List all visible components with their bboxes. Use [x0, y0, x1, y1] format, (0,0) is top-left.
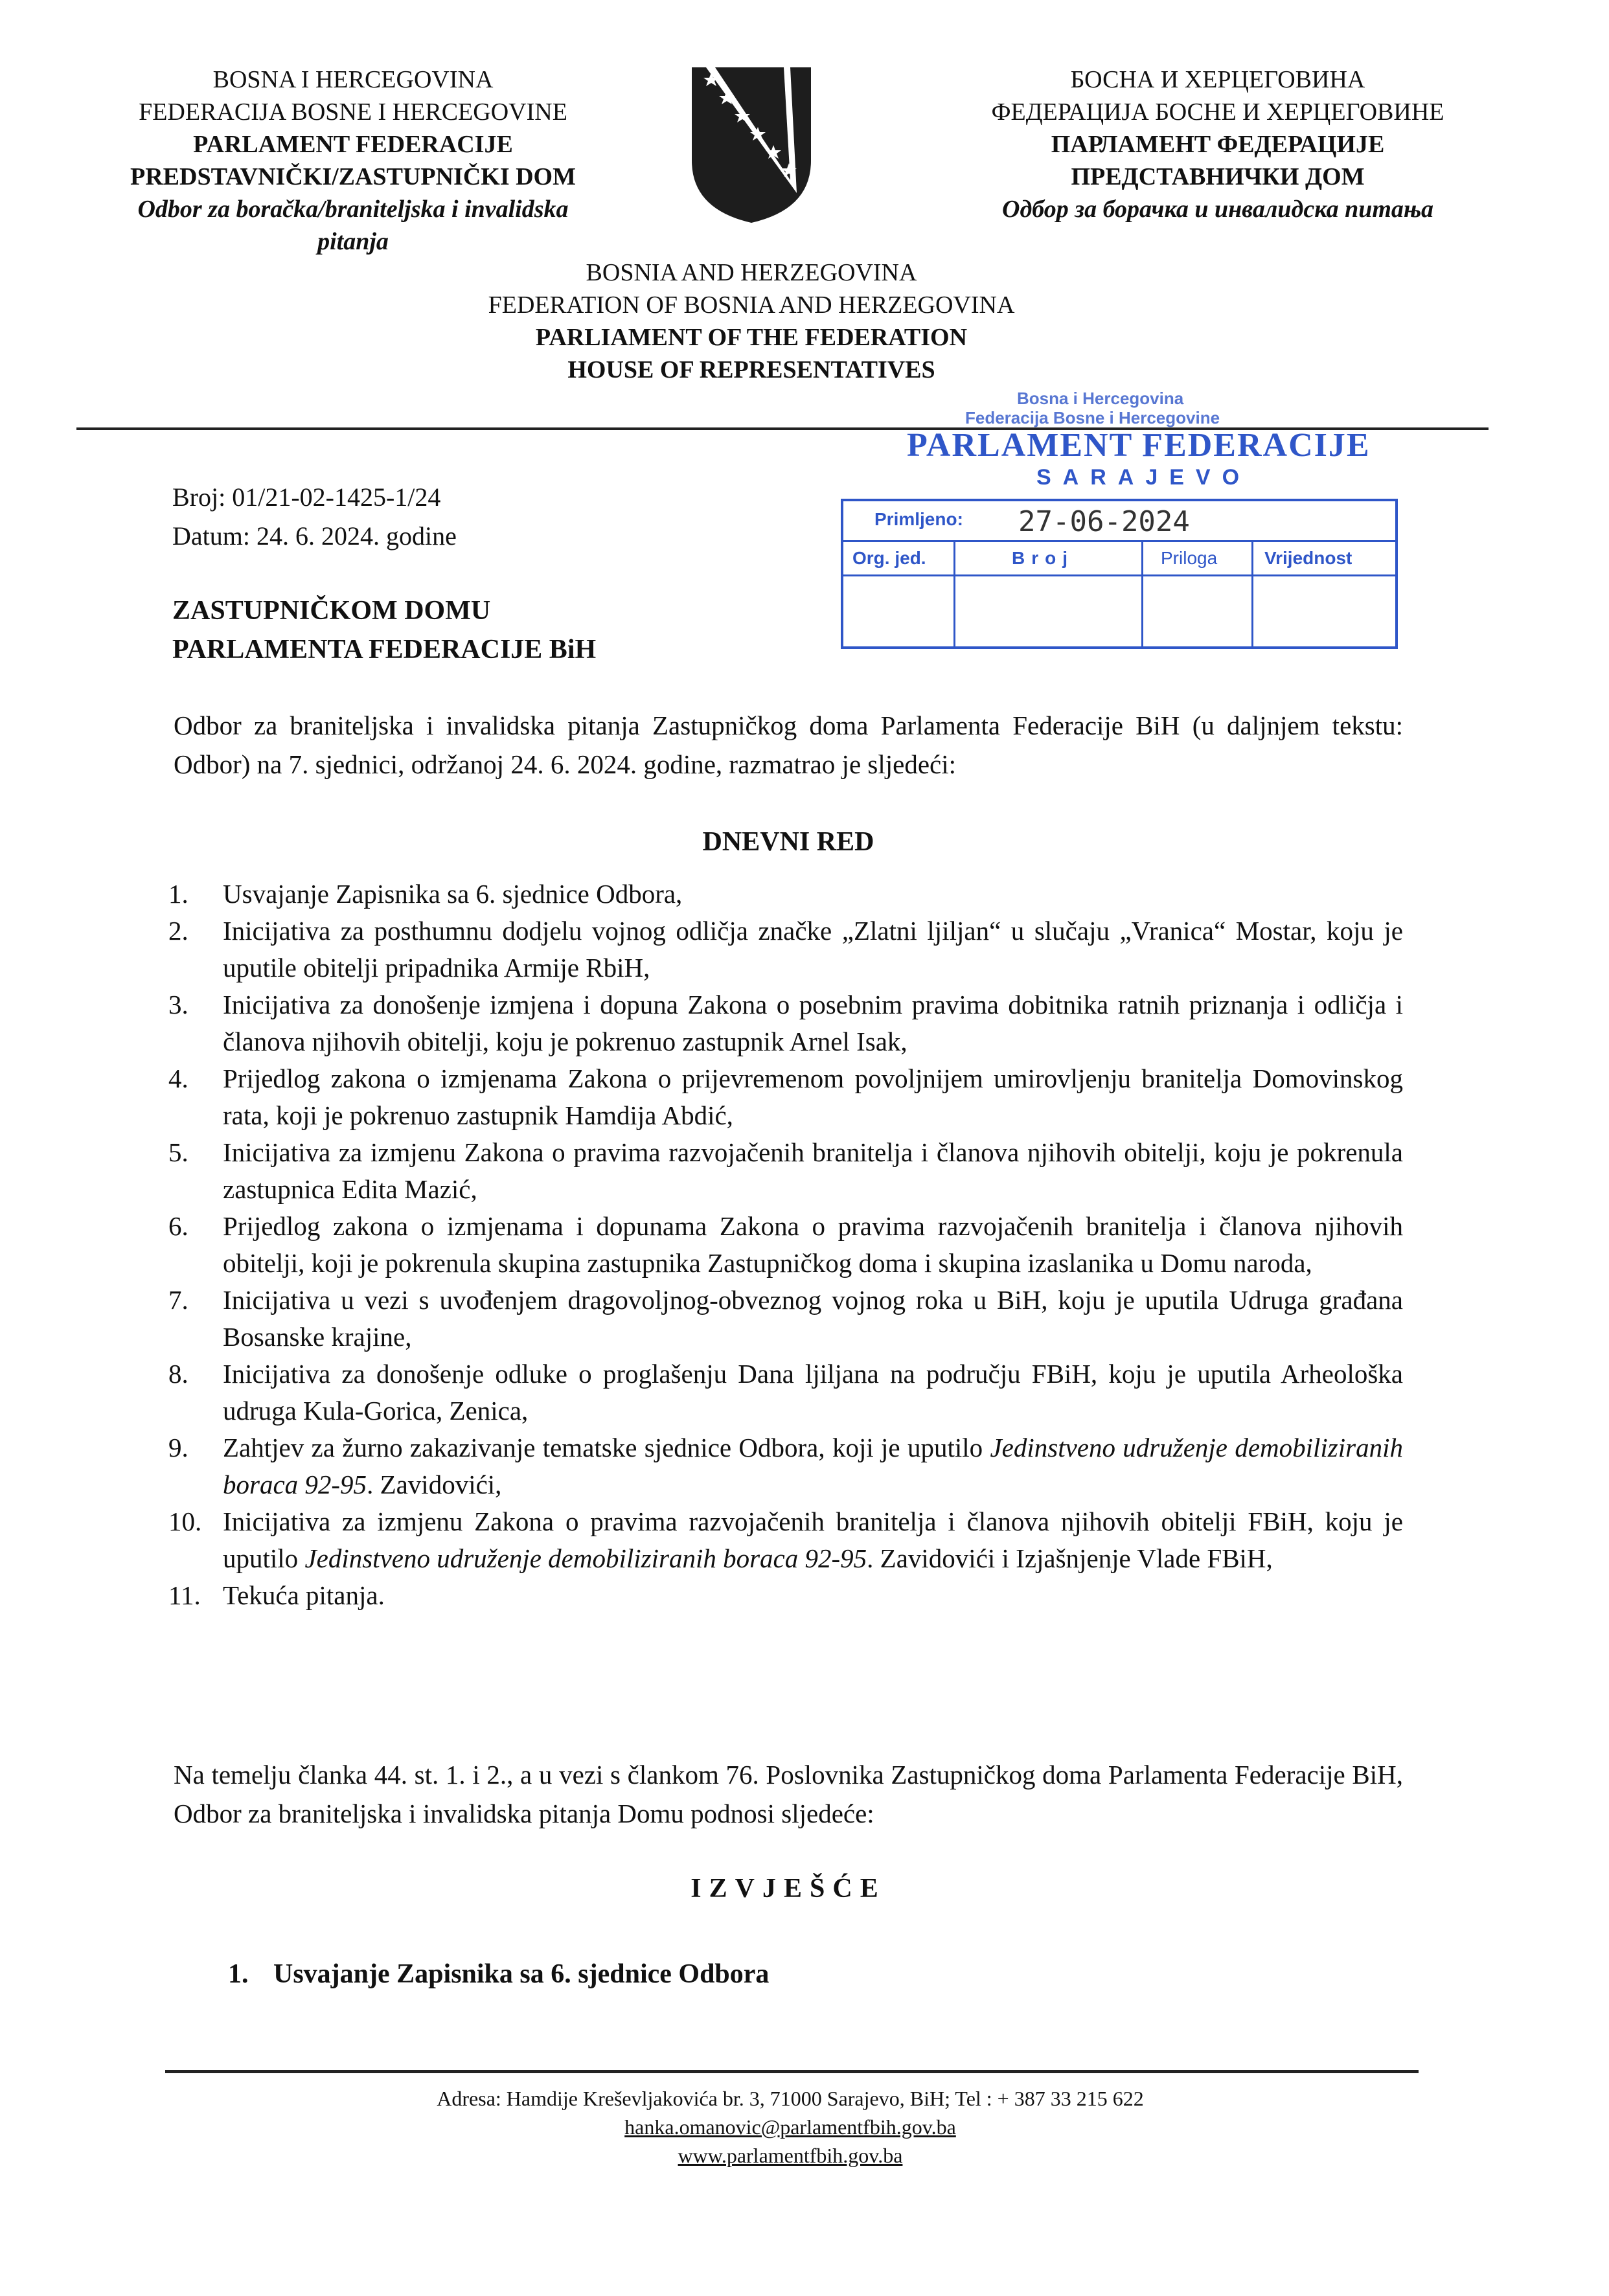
agenda-item-text: Usvajanje Zapisnika sa 6. sjednice Odbora,: [223, 879, 683, 909]
stamp-col-org: Org. jed.: [852, 548, 926, 568]
stamp-received-date: 27-06-2024: [1018, 505, 1190, 538]
agenda-item: [168, 1060, 1403, 1134]
header-right: [933, 63, 1503, 225]
agenda-item-text: Inicijativa za donošenje odluke o proglašenju Dana ljiljana na području FBiH, koju je uputila Arheološka udruga Kula-Gorica, Zenica,: [223, 1359, 1403, 1426]
agenda-item: [168, 1282, 1403, 1356]
stamp-received-label: Primljeno:: [874, 509, 963, 529]
addressee-line: ZASTUPNIČKOM DOMU: [172, 596, 491, 626]
agenda-item: [168, 913, 1403, 986]
agenda-item-number: 6.: [168, 1211, 188, 1241]
agenda-item-text-italic: Jedinstveno udruženje demobiliziranih boraca 92-95: [304, 1543, 867, 1573]
section-heading: [228, 1956, 769, 1992]
header-right-line: БОСНА И ХЕРЦЕГОВИНА: [1070, 66, 1365, 93]
agenda-item-number: 10.: [168, 1506, 202, 1536]
agenda-item-number: 8.: [168, 1359, 188, 1389]
agenda-item: [168, 1208, 1403, 1282]
agenda-item-text: [223, 1429, 1403, 1503]
agenda-title: DNEVNI RED: [702, 827, 874, 857]
stamp-title: PARLAMENT FEDERACIJE: [907, 427, 1371, 464]
document-number: Broj: 01/21-02-1425-1/24: [172, 483, 441, 512]
header-left-line: PREDSTAVNIČKI/ZASTUPNIČKI DOM: [130, 163, 576, 190]
agenda-item-number: 7.: [168, 1285, 188, 1315]
agenda-item-text: Inicijativa u vezi s uvođenjem dragovoljnog-obveznog vojnog roka u BiH, koju je uputila Udruga građana Bosanske krajine,: [223, 1285, 1403, 1352]
stamp-col-broj: Broj: [1012, 548, 1074, 568]
agenda-item-text-part: Inicijativa za izmjenu Zakona o pravima razvojačenih branitelja i članova njihovih obitelji FBiH, koju je uputilo: [223, 1506, 1403, 1573]
footer-website-link[interactable]: www.parlamentfbih.gov.ba: [678, 2144, 903, 2167]
section-number: 1.: [228, 1959, 249, 1989]
agenda-item: [168, 876, 1403, 913]
agenda-item-text: Prijedlog zakona o izmjenama Zakona o prijevremenom povoljnijem umirovljenju branitelja Domovinskog rata, koji je pokrenuo zastupnik Hamdija Abdić,: [223, 1063, 1403, 1130]
header-left-line: pitanja: [317, 228, 389, 255]
footer-email-link[interactable]: hanka.omanovic@parlamentfbih.gov.ba: [624, 2115, 956, 2139]
header-left-line: FEDERACIJA BOSNE I HERCEGOVINE: [139, 98, 567, 126]
header-left: [78, 63, 628, 258]
report-title: IZVJEŠĆE: [690, 1874, 886, 1904]
header-left-line: PARLAMENT FEDERACIJE: [193, 131, 513, 158]
agenda-item-number: 11.: [168, 1580, 201, 1610]
agenda-item: [168, 1429, 1403, 1503]
header-center-line: HOUSE OF REPRESENTATIVES: [567, 356, 935, 383]
agenda-item-number: 3.: [168, 990, 188, 1019]
header-right-line: ФЕДЕРАЦИЈА БОСНЕ И ХЕРЦЕГОВИНЕ: [991, 98, 1444, 126]
agenda-item: [168, 1134, 1403, 1208]
agenda-item-text-part: . Zavidovići,: [367, 1470, 502, 1499]
agenda-item-text: Prijedlog zakona o izmjenama i dopunama Zakona o pravima razvojačenih branitelja i članova njihovih obitelji, koji je pokrenula skupina zastupnika Zastupničkog doma i skupina izaslanika u Domu naroda,: [223, 1211, 1403, 1278]
agenda-item-text: [223, 1503, 1403, 1577]
agenda-item-number: 1.: [168, 879, 188, 909]
footer-address: Adresa: Hamdije Kreševljakovića br. 3, 71000 Sarajevo, BiH; Tel : + 387 33 215 622: [437, 2087, 1144, 2110]
bih-coat-of-arms-icon: [687, 63, 816, 225]
header-right-line: ПРЕДСТАВНИЧКИ ДОМ: [1071, 163, 1365, 190]
agenda-item: [168, 1356, 1403, 1429]
agenda-item-text: Tekuća pitanja.: [223, 1580, 385, 1610]
stamp-city: SARAJEVO: [1036, 465, 1251, 490]
header-right-line: ПАРЛАМЕНТ ФЕДЕРАЦИЈЕ: [1051, 131, 1385, 158]
addressee-line: PARLAMENTA FEDERACIJE BiH: [172, 635, 597, 665]
stamp-line: Federacija Bosne i Hercegovine: [965, 408, 1220, 427]
agenda-item-text-italic: Jedinstveno udruženje demobiliziranih boraca 92-95: [223, 1433, 1403, 1499]
agenda-item: [168, 986, 1403, 1060]
agenda-item: [168, 1503, 1403, 1577]
header-left-line: Odbor za boračka/braniteljska i invalidska: [137, 196, 569, 223]
agenda-item-text: Inicijativa za posthumnu dodjelu vojnog odličja značke „Zlatni ljiljan“ u slučaju „Vranica“ Mostar, koju je uputile obitelji pripadnika Armije RbiH,: [223, 916, 1403, 983]
header-center-line: BOSNIA AND HERZEGOVINA: [586, 259, 917, 286]
agenda-item-text-part: Zahtjev za žurno zakazivanje tematske sjednice Odbora, koji je uputilo: [223, 1433, 990, 1462]
agenda-item-text-part: . Zavidovići i Izjašnjenje Vlade FBiH,: [867, 1543, 1273, 1573]
agenda-list: [168, 876, 1403, 1614]
legal-basis-paragraph: Na temelju članka 44. st. 1. i 2., a u vezi s člankom 76. Poslovnika Zastupničkog doma Parlamenta Federacije BiH, Odbor za braniteljska i invalidska pitanja Domu podnosi sljedeće:: [174, 1760, 1403, 1828]
stamp-col-priloga: Priloga: [1161, 548, 1218, 568]
footer-divider: [165, 2070, 1419, 2073]
agenda-item-number: 2.: [168, 916, 188, 946]
document-date: Datum: 24. 6. 2024. godine: [172, 521, 457, 551]
stamp-line: Bosna i Hercegovina: [1017, 389, 1184, 408]
stamp-col-vrijednost: Vrijednost: [1264, 548, 1352, 568]
header-left-line: BOSNA I HERCEGOVINA: [212, 66, 494, 93]
received-stamp: [836, 389, 1406, 654]
agenda-item-number: 9.: [168, 1433, 188, 1462]
header-center: [363, 256, 1140, 386]
agenda-item-number: 5.: [168, 1137, 188, 1167]
agenda-item-text: Inicijativa za izmjenu Zakona o pravima razvojačenih branitelja i članova njihovih obitelji, koju je pokrenula zastupnica Edita Mazić,: [223, 1137, 1403, 1204]
intro-paragraph: Odbor za braniteljska i invalidska pitanja Zastupničkog doma Parlamenta Federacije BiH (u daljnjem tekstu: Odbor) na 7. sjednici, održanoj 24. 6. 2024. godine, razmatrao je sljedeći:: [174, 710, 1403, 779]
agenda-item-text: Inicijativa za donošenje izmjena i dopuna Zakona o posebnim pravima dobitnika ratnih priznanja i odličja i članova njihovih obitelji, koju je pokrenuo zastupnik Arnel Isak,: [223, 990, 1403, 1056]
section-title: Usvajanje Zapisnika sa 6. sjednice Odbora: [273, 1959, 770, 1989]
agenda-item: [168, 1577, 1403, 1614]
header-center-line: PARLIAMENT OF THE FEDERATION: [535, 324, 968, 351]
header-right-line: Одбор за борачка и инвалидска питања: [1002, 196, 1433, 223]
agenda-item-number: 4.: [168, 1063, 188, 1093]
header-center-line: FEDERATION OF BOSNIA AND HERZEGOVINA: [488, 291, 1015, 319]
stamp-table: [841, 499, 1398, 649]
